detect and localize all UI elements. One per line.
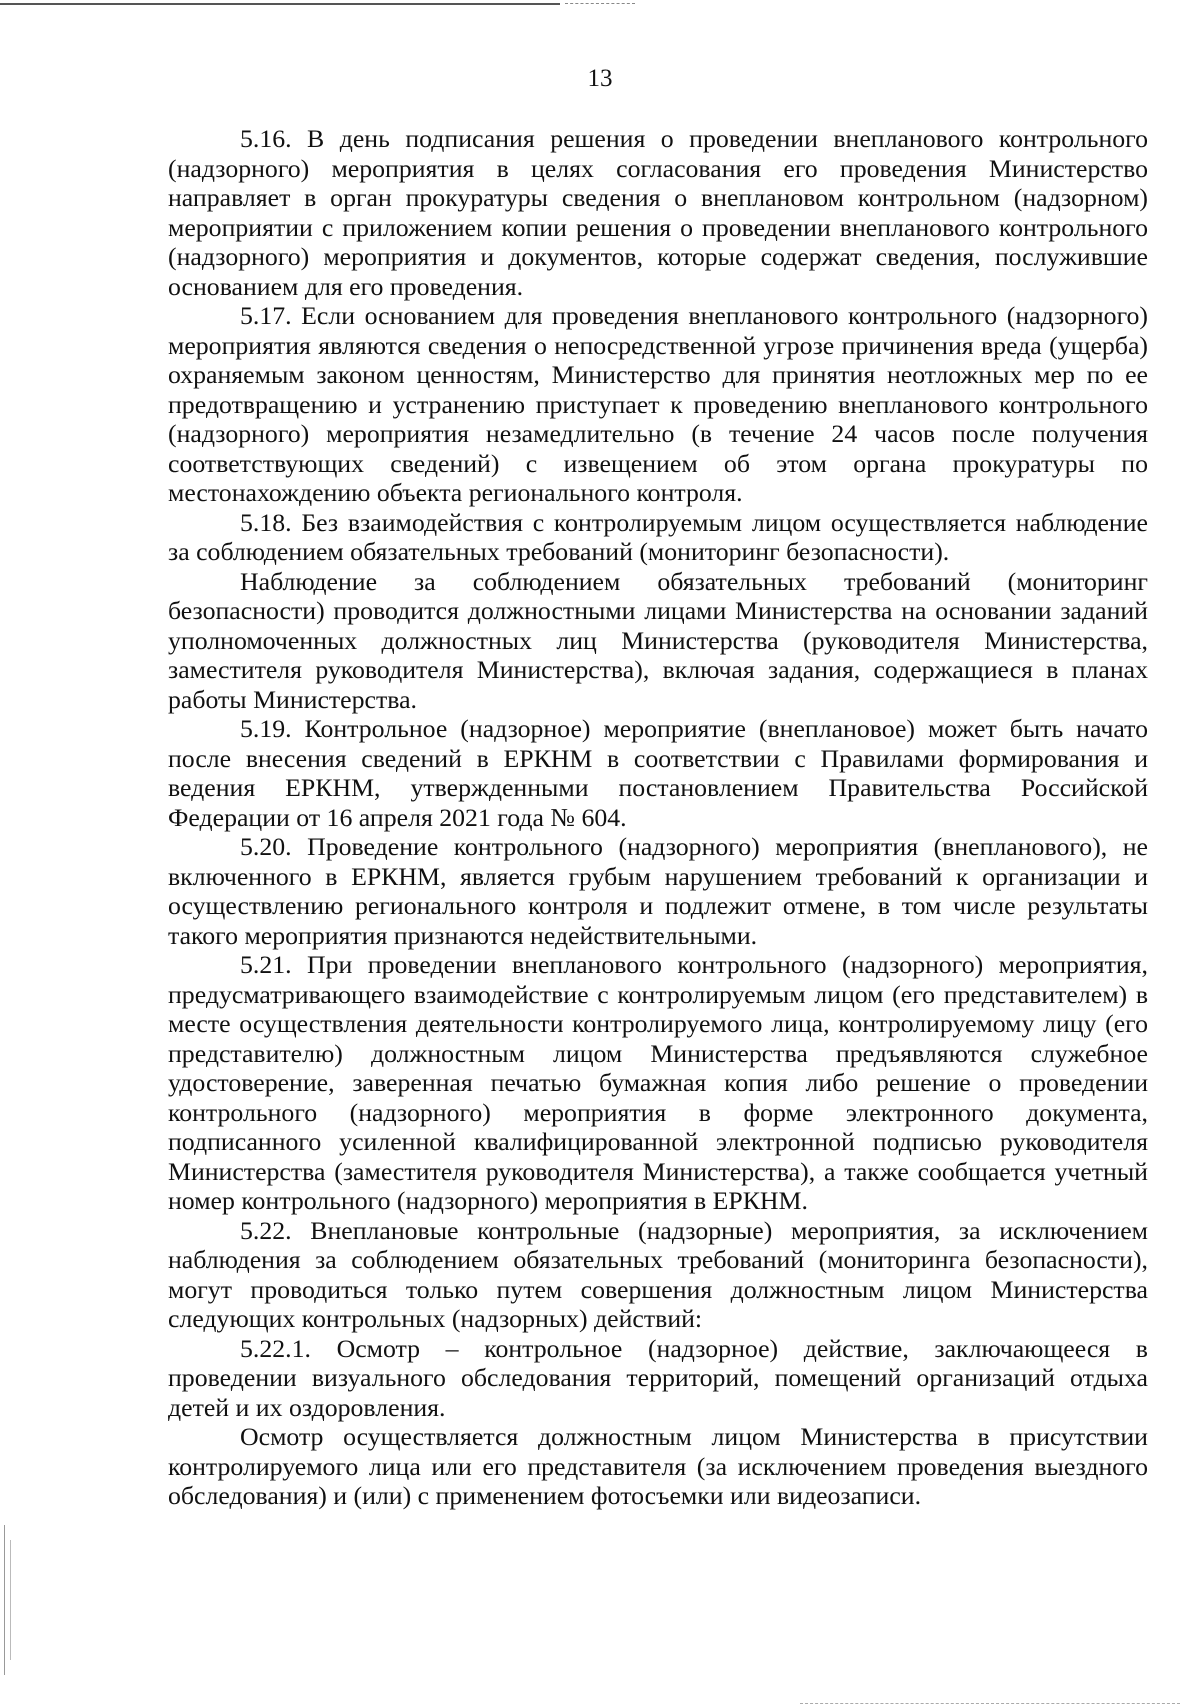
paragraph-5-17: 5.17. Если основанием для проведения внепланового контрольного (надзорного) мероприятия являются сведения о непосредственной угрозе причинения вреда (ущерба) охраняемым законом ценностям, Министерство для принятия неотложных мер по ее предотвращению и устранению приступает к проведению внепланового контрольного (надзорного) мероприятия незамедлительно (в течение 24 часов после получения соответствующих сведений) с извещением об этом органа прокуратуры по местонахождению объекта регионального контроля. [168,301,1148,507]
paragraph-5-21: 5.21. При проведении внепланового контрольного (надзорного) мероприятия, предусматривающего взаимодействие с контролируемым лицом (его представителем) в месте осуществления деятельности контролируемого лица, контролируемому лицу (его представителю) должностным лицом Министерства предъявляются служебное удостоверение, заверенная печатью бумажная копия либо решение о проведении контрольного (надзорного) мероприятия в форме электронного документа, подписанного усиленной квалифицированной электронной подписью руководителя Министерства (заместителя руководителя Министерства), а также сообщается учетный номер контрольного (надзорного) мероприятия в ЕРКНМ. [168,950,1148,1215]
scan-margin-mark [4,1525,5,1675]
paragraph-inspection: Осмотр осуществляется должностным лицом Министерства в присутствии контролируемого лица или его представителя (за исключением проведения выездного обследования) и (или) с применением фотосъемки или видеозаписи. [168,1422,1148,1510]
paragraph-monitoring: Наблюдение за соблюдением обязательных требований (мониторинг безопасности) проводится должностными лицами Министерства на основании заданий уполномоченных должностных лиц Министерства (руководителя Министерства, заместителя руководителя Министерства), включая задания, содержащиеся в планах работы Министерства. [168,566,1148,714]
scan-edge-line [0,3,560,5]
paragraph-5-20: 5.20. Проведение контрольного (надзорного) мероприятия (внепланового), не включенного в ЕРКНМ, является грубым нарушением требований к организации и осуществлению регионального контроля и подлежит отмене, в том числе результаты такого мероприятия признаются недействительными. [168,832,1148,950]
paragraph-5-22: 5.22. Внеплановые контрольные (надзорные) мероприятия, за исключением наблюдения за соблюдением обязательных требований (мониторинга безопасности), могут проводиться только путем совершения должностным лицом Министерства следующих контрольных (надзорных) действий: [168,1215,1148,1333]
paragraph-5-19: 5.19. Контрольное (надзорное) мероприятие (внеплановое) может быть начато после внесения сведений в ЕРКНМ в соответствии с Правилами формирования и ведения ЕРКНМ, утвержденными постановлением Правительства Российской Федерации от 16 апреля 2021 года № 604. [168,714,1148,832]
scan-edge-dash [565,3,635,5]
paragraph-5-22-1: 5.22.1. Осмотр – контрольное (надзорное) действие, заключающееся в проведении визуального обследования территорий, помещений организаций отдыха детей и их оздоровления. [168,1333,1148,1422]
page-number: 13 [587,65,613,92]
scan-margin-mark [10,1540,11,1660]
scan-edge-dash [800,1703,1180,1704]
document-body [168,124,1148,1511]
paragraph-5-16: 5.16. В день подписания решения о проведении внепланового контрольного (надзорного) мероприятия в целях согласования его проведения Министерство направляет в орган прокуратуры сведения о внеплановом контрольном (надзорном) мероприятии с приложением копии решения о проведении внепланового контрольного (надзорного) мероприятия и документов, которые содержат сведения, послужившие основанием для его проведения. [168,124,1148,301]
paragraph-5-18: 5.18. Без взаимодействия с контролируемым лицом осуществляется наблюдение за соблюдением обязательных требований (мониторинг безопасности). [168,507,1148,566]
